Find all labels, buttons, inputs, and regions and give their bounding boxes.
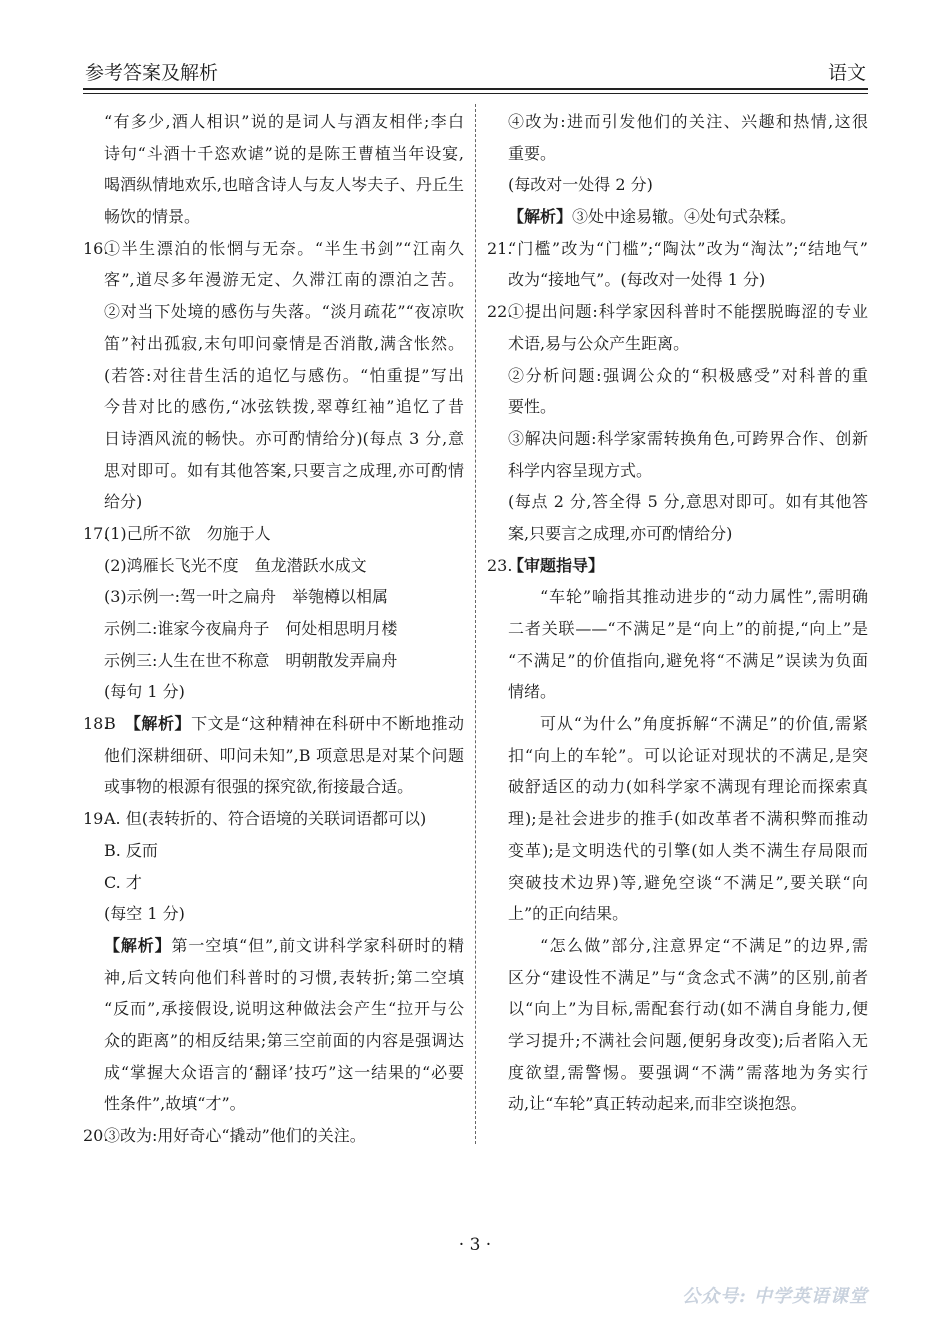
line-text: 度欲望,需警惕。要强调“不满”需落地为务实行 [508,1062,868,1082]
text-line [487,264,868,296]
text-line [487,867,868,899]
right-column [487,106,868,1120]
text-line [487,803,868,835]
line-text: 诗句“斗酒十千恣欢谑”说的是陈王曹植当年设宴, [104,143,464,163]
text-line [487,106,868,138]
line-text: ④改为:进而引发他们的关注、兴趣和热情,这很 [508,112,868,131]
text-line [83,360,464,392]
text-line [487,169,868,201]
answer-item-line [83,233,464,265]
line-text: ③解决问题:科学家需转换角色,可跨界合作、创新 [508,428,868,448]
section-label: 【解析】 [104,935,172,955]
line-text: 或事物的根源有很强的探究欲,衔接最合适。 [104,777,414,797]
line-text: 众的距离”的相反结果;第三空前面的内容是强调达 [104,1030,464,1050]
header-subject: 语文 [827,62,866,84]
line-text: (每句 1 分) [104,682,185,702]
text-line [487,201,868,233]
line-text: (1)己所不欲 勿施于人 [104,523,271,543]
line-text: “不满足”的价值指向,避免将“不满足”误读为负面 [508,650,868,670]
answer-item-line [83,518,464,550]
line-text: 案,只要言之成理,亦可酌情给分) [508,523,733,543]
text-line [83,1088,464,1120]
line-text: “车轮”喻指其推动进步的“动力属性”,需明确 [540,587,868,607]
text-line [83,930,464,962]
line-text: 动,让“车轮”真正转动起来,而非空谈抱怨。 [508,1094,807,1114]
text-line [83,391,464,423]
text-line [83,676,464,708]
text-line [487,391,868,423]
item-number: 16. [83,238,109,258]
text-line [83,264,464,296]
item-number: 23. [487,555,513,575]
line-text: 示例二:谁家今夜扁舟子 何处相思明月楼 [104,619,398,638]
line-text: A. 但(表转折的、符合语境的关联词语都可以) [104,809,427,829]
answer-item-line [487,550,868,582]
text-line [487,708,868,740]
text-line [487,771,868,803]
text-line [83,835,464,867]
text-line [83,962,464,994]
text-line [487,1057,868,1089]
text-line [83,296,464,328]
line-text: 畅饮的情景。 [104,207,201,227]
text-line [487,740,868,772]
text-line [83,867,464,899]
line-text: 破舒适区的动力(如科学家不满现有理论而探索真 [508,777,868,797]
text-line [487,1025,868,1057]
text-line [83,106,464,138]
line-text: C. 才 [104,872,142,892]
line-text: 重要。 [508,143,557,163]
line-text: (每点 2 分,答全得 5 分,意思对即可。如有其他答 [508,492,868,512]
text-line [487,676,868,708]
line-text: B. 反而 [104,840,158,860]
text-line [487,993,868,1025]
line-text: (若答:对往昔生活的追忆与感伤。“怕重提”写出 [104,365,464,385]
line-text: 下文是“这种精神在科研中不断地推动 [191,714,464,734]
answer-item-line [487,233,868,265]
line-text: “门檻”改为“门槛”;“陶汰”改为“淘汰”;“结地气” [508,238,868,258]
text-line [83,581,464,613]
answer-item-line [83,708,464,740]
item-number: 21. [487,238,513,258]
item-number: 22. [487,302,513,322]
text-line [487,645,868,677]
line-text: 科学内容呈现方式。 [508,460,653,480]
line-text: ①提出问题:科学家因科普时不能摆脱晦涩的专业 [508,302,868,322]
line-text: 日诗酒风流的畅快。亦可酌情给分)(每点 3 分,意 [104,428,464,448]
text-line [83,201,464,233]
line-text: 给分) [104,492,143,512]
text-line [83,898,464,930]
text-line [83,169,464,201]
text-line [487,1088,868,1120]
text-line [487,360,868,392]
line-text: 可从“为什么”角度拆解“不满足”的价值,需紧 [540,714,868,734]
text-line [83,1025,464,1057]
answer-item-line [487,296,868,328]
line-text: 上”的正向结果。 [508,904,629,924]
section-label: 【审题指导】 [508,555,605,575]
line-text: 神,后文转向他们科普时的习惯,表转折;第二空填 [104,967,464,987]
line-text: 变革);是文明迭代的引擎(如人类不满生存局限而 [508,840,868,860]
text-line [487,138,868,170]
header-double-rule [83,88,868,94]
line-text: (2)鸿雁长飞光不度 鱼龙潜跃水成文 [104,555,367,575]
text-line [83,550,464,582]
line-text: ③改为:用好奇心“撬动”他们的关注。 [104,1126,366,1145]
line-text: 区分“建设性不满足”与“贪念式不满”的区别,前者 [508,967,868,987]
text-line [83,138,464,170]
text-line [83,423,464,455]
item-number: 20. [83,1126,109,1145]
text-line [83,993,464,1025]
line-text: 喝酒纵情地欢乐,也暗含诗人与友人岑夫子、丹丘生 [104,175,464,195]
line-text: 成“掌握大众语言的‘翻译’技巧”这一结果的“必要 [104,1062,464,1082]
text-line [487,930,868,962]
line-text: 客”,道尽多年漫游无定、久滞江南的漂泊之苦。 [104,270,464,290]
line-text: 要性。 [508,397,557,417]
header-title: 参考答案及解析 [85,62,219,84]
line-text: ②分析问题:强调公众的“积极感受”对科普的重 [508,365,868,385]
line-text: 学习提升;不满社会问题,便躬身改变);后者陷入无 [508,1030,868,1050]
text-line [83,328,464,360]
text-line [487,423,868,455]
text-line [83,771,464,803]
answer-item-line [83,1120,464,1152]
line-text: 改为“接地气”。(每改对一处得 1 分) [508,270,766,290]
line-text: 情绪。 [508,682,557,702]
text-line [487,486,868,518]
text-line [487,518,868,550]
line-text: 以“向上”为目标,需配套行动(如不满自身能力,便 [508,999,868,1019]
page-number: · 3 · [458,1235,492,1255]
line-text: 笛”衬出孤寂,末句叩问豪情是否消散,满含怅然。 [104,333,464,353]
line-text: “怎么做”部分,注意界定“不满足”的边界,需 [540,935,868,955]
line-text: ①半生漂泊的怅惘与无奈。“半生书剑”“江南久 [104,238,464,258]
line-text: (3)示例一:驾一叶之扁舟 举匏樽以相属 [104,587,389,607]
line-text: 扣“向上的车轮”。可以论证对现状的不满足,是突 [508,745,868,765]
text-line [487,613,868,645]
line-text: “有多少,酒人相识”说的是词人与酒友相伴;李白 [104,112,464,131]
text-line [487,581,868,613]
line-text: ③处中途易辙。④处句式杂糅。 [572,207,797,227]
text-line [83,1057,464,1089]
line-text: ②对当下处境的感伤与失落。“淡月疏花”“夜凉吹 [104,302,464,322]
answer-item-line [83,803,464,835]
line-text: 术语,易与公众产生距离。 [508,333,690,353]
text-line [487,898,868,930]
line-text: (每改对一处得 2 分) [508,175,653,195]
line-text: 二者关联——“不满足”是“向上”的前提,“向上”是 [508,619,868,638]
text-line [487,835,868,867]
text-line [487,962,868,994]
line-text: 他们深耕细研、叩问未知”,B 项意思是对某个问题 [104,745,464,765]
line-text: 理);是社会进步的推手(如改革者不满积弊而推动 [508,809,868,829]
left-column [83,106,464,1152]
text-line [487,328,868,360]
text-line [83,455,464,487]
line-text-lead: B [104,714,133,734]
item-number: 19. [83,809,109,829]
line-text: 性条件”,故填“才”。 [104,1094,246,1114]
item-number: 18. [83,714,109,734]
watermark: 公众号: 中学英语课堂 [682,1286,868,1307]
line-text: 思对即可。如有其他答案,只要言之成理,亦可酌情 [104,460,464,480]
text-line [83,740,464,772]
text-line [487,455,868,487]
column-divider [475,104,476,1144]
text-line [83,486,464,518]
line-text: 第一空填“但”,前文讲科学家科研时的精 [171,935,464,955]
section-label: 【解析】 [132,714,192,734]
line-text: “反而”,承接假设,说明这种做法会产生“拉开与公 [104,999,464,1019]
section-label: 【解析】 [508,207,573,227]
line-text: 示例三:人生在世不称意 明朝散发弄扁舟 [104,650,398,670]
text-line [83,645,464,677]
line-text: 今昔对比的感伤,“冰弦铁拨,翠尊红袖”追忆了昔 [104,397,464,417]
text-line [83,613,464,645]
line-text: 突破技术边界)等,避免空谈“不满足”,要关联“向 [508,872,868,892]
line-text: (每空 1 分) [104,904,185,924]
item-number: 17. [83,523,109,543]
